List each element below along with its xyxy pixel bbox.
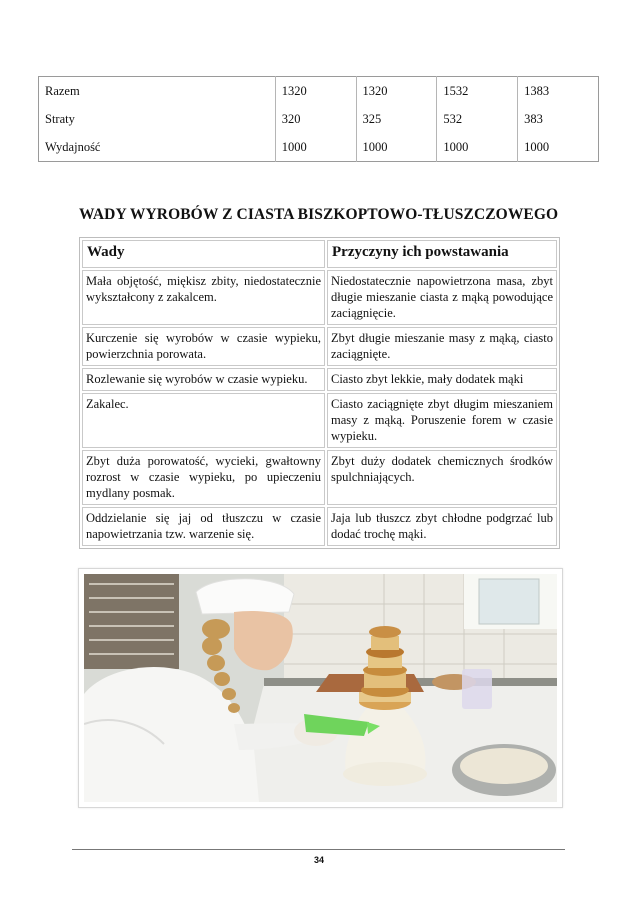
cell-value: 1320 xyxy=(356,77,437,106)
page-number: 34 xyxy=(313,855,324,865)
table-row xyxy=(82,393,557,448)
cell-value: 383 xyxy=(524,111,543,126)
defect-cell: Mała objętość, miękisz zbity, niedostatecznie wykształcony z zakalcem. xyxy=(82,270,325,325)
cell-value: 1000 xyxy=(437,133,518,162)
table-header-row xyxy=(82,240,557,268)
cause-cell: Zbyt długie mieszanie masy z mąką, ciasto zaciągnięte. xyxy=(327,327,557,366)
cause-cell: Jaja lub tłuszcz zbyt chłodne podgrzać lub dodać trochę mąki. xyxy=(327,507,557,546)
defect-cell: Zakalec. xyxy=(82,393,325,448)
row-label: Wydajność xyxy=(39,133,276,162)
defect-cell: Oddzielanie się jaj od tłuszczu w czasie napowietrzania tzw. warzenie się. xyxy=(82,507,325,546)
row-label: Razem xyxy=(39,77,276,106)
defect-cell: Kurczenie się wyrobów w czasie wypieku, powierzchnia porowata. xyxy=(82,327,325,366)
defects-table xyxy=(79,237,560,549)
table-row xyxy=(39,105,599,133)
cell-value: 1320 xyxy=(275,77,356,106)
cause-cell: Ciasto zaciągnięte zbyt długim mieszaniem masy z mąką. Poruszenie forem w czasie wypieku. xyxy=(327,393,557,448)
cell-value: 1383 xyxy=(524,83,550,98)
table-row xyxy=(39,77,599,106)
cell-value: 1000 xyxy=(524,139,550,154)
table-row xyxy=(82,368,557,391)
photo-frame xyxy=(78,568,563,808)
cause-cell: Zbyt duży dodatek chemicznych środków spulchniających. xyxy=(327,450,557,505)
cell-value: 1000 xyxy=(275,133,356,162)
defect-cell: Rozlewanie się wyrobów w czasie wypieku. xyxy=(82,368,325,391)
photo-icon xyxy=(84,574,557,802)
cell-value: 320 xyxy=(275,105,356,133)
column-header-causes: Przyczyny ich powstawania xyxy=(327,240,557,268)
cell-value: 1532 xyxy=(437,77,518,106)
defect-cell: Zbyt duża porowatość, wycieki, gwałtowny rozrost w czasie wypieku, po upieczeniu mydlany posmak. xyxy=(82,450,325,505)
column-header-defects: Wady xyxy=(82,240,325,268)
table-row xyxy=(82,270,557,325)
cell-value: 1000 xyxy=(356,133,437,162)
cell-value: 325 xyxy=(356,105,437,133)
table-row xyxy=(39,133,599,162)
table-row xyxy=(82,507,557,546)
cell-value: 532 xyxy=(437,105,518,133)
cause-cell: Ciasto zbyt lekkie, mały dodatek mąki xyxy=(327,368,557,391)
summary-table xyxy=(38,76,599,162)
cause-cell: Niedostatecznie napowietrzona masa, zbyt długie mieszanie ciasta z mąką powodujące zaciągnięcie. xyxy=(327,270,557,325)
table-row xyxy=(82,450,557,505)
section-title: WADY WYROBÓW Z CIASTA BISZKOPTOWO-TŁUSZCZOWEGO xyxy=(79,206,559,223)
row-label: Straty xyxy=(39,105,276,133)
footer-divider xyxy=(72,849,565,850)
table-row xyxy=(82,327,557,366)
